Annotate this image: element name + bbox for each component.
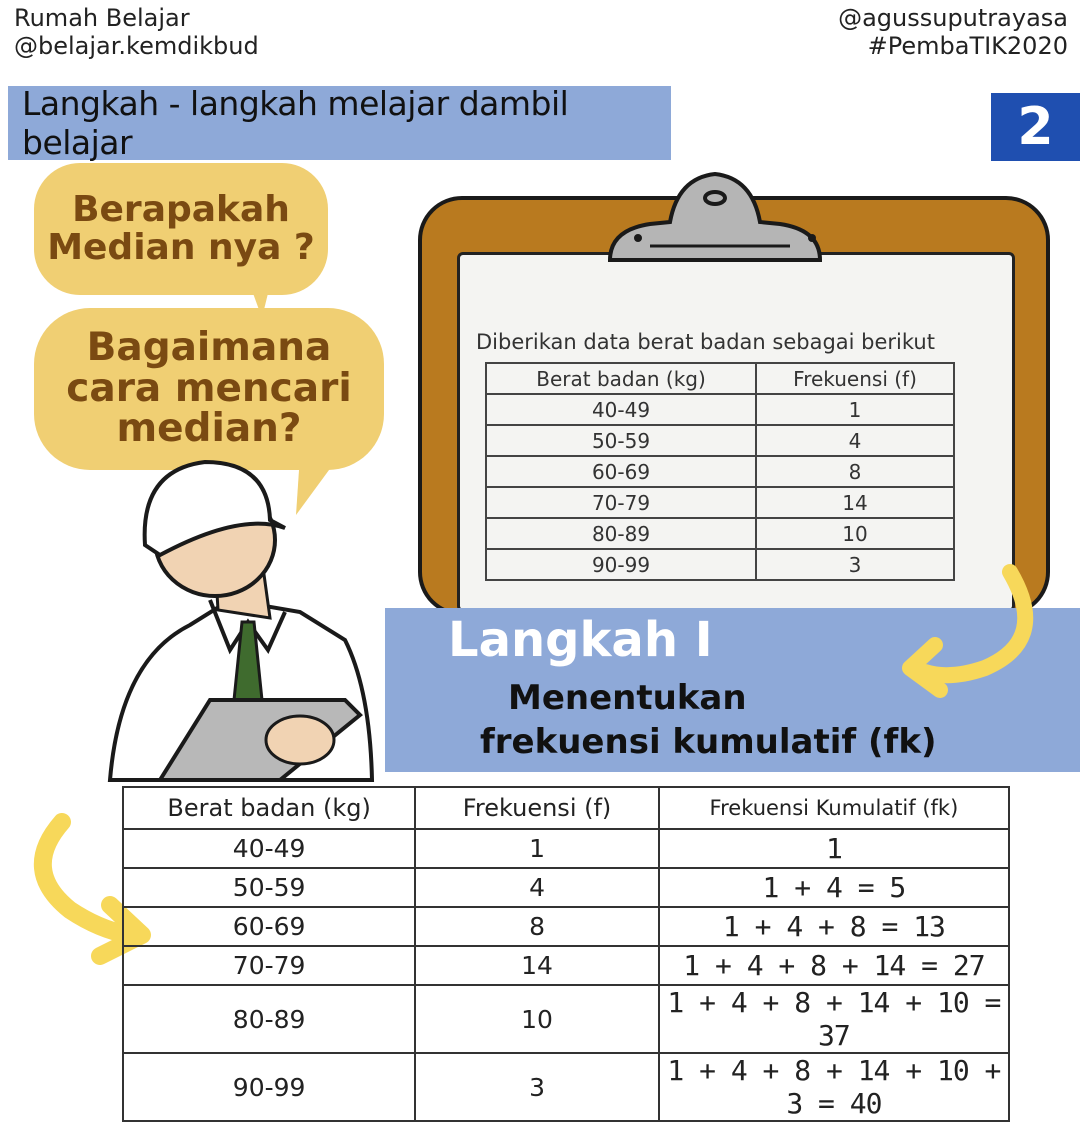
- table-cell: 1: [415, 829, 659, 868]
- table-cell: 3: [415, 1053, 659, 1121]
- table-row: [123, 907, 1009, 946]
- clipboard-cell: 1: [756, 394, 954, 425]
- table-cell: 60-69: [123, 907, 415, 946]
- clipboard-header-cell: Berat badan (kg): [486, 363, 756, 394]
- table-row: [123, 868, 1009, 907]
- table-cell: 1: [659, 829, 1009, 868]
- table-cell: 4: [415, 868, 659, 907]
- step-description-line: Menentukan: [508, 678, 747, 718]
- cumulative-frequency-table: [122, 786, 1010, 1122]
- step-title: Langkah I: [448, 612, 713, 668]
- page-title: Langkah - langkah melajar dambil belajar: [22, 84, 569, 162]
- table-cell: 1 + 4 + 8 + 14 + 10 = 37: [659, 985, 1009, 1053]
- table-cell: 14: [415, 946, 659, 985]
- table-row: [123, 985, 1009, 1053]
- bubble-question-line: Median nya ?: [47, 227, 315, 268]
- table-header-row: [123, 787, 1009, 829]
- clipboard-cell: 90-99: [486, 549, 756, 580]
- clipboard-cell: 10: [756, 518, 954, 549]
- clipboard-cell: 40-49: [486, 394, 756, 425]
- clipboard-cell: 80-89: [486, 518, 756, 549]
- bubble-question-line: median?: [116, 406, 302, 452]
- table-cell: 1 + 4 + 8 + 14 = 27: [659, 946, 1009, 985]
- table-row: [123, 1053, 1009, 1121]
- table-header-cell: Berat badan (kg): [123, 787, 415, 829]
- site-name: Rumah Belajar: [14, 4, 190, 32]
- clipboard-cell: 60-69: [486, 456, 756, 487]
- bubble-question-line: Berapakah: [72, 189, 290, 231]
- table-row: [123, 829, 1009, 868]
- page-number: 2: [1017, 97, 1054, 157]
- table-cell: 80-89: [123, 985, 415, 1053]
- table-cell: 8: [415, 907, 659, 946]
- table-cell: 1 + 4 + 8 = 13: [659, 907, 1009, 946]
- clipboard-cell: 50-59: [486, 425, 756, 456]
- table-cell: 1 + 4 = 5: [659, 868, 1009, 907]
- clipboard-cell: 3: [756, 549, 954, 580]
- table-header-cell: Frekuensi Kumulatif (fk): [659, 787, 1009, 829]
- clipboard-cell: 8: [756, 456, 954, 487]
- table-cell: 90-99: [123, 1053, 415, 1121]
- clipboard-cell: 14: [756, 487, 954, 518]
- bubble-question-line: cara mencari: [66, 365, 352, 411]
- curved-arrow-icon: [910, 572, 1025, 690]
- table-cell: 1 + 4 + 8 + 14 + 10 + 3 = 40: [659, 1053, 1009, 1121]
- site-handle: @belajar.kemdikbud: [14, 32, 259, 60]
- author-handle: @agussuputrayasa: [838, 4, 1068, 32]
- step-description-line: frekuensi kumulatif (fk): [480, 722, 937, 762]
- bubble-question-line: Bagaimana: [86, 324, 332, 370]
- clipboard-cell: 70-79: [486, 487, 756, 518]
- table-cell: 40-49: [123, 829, 415, 868]
- table-cell: 10: [415, 985, 659, 1053]
- table-cell: 50-59: [123, 868, 415, 907]
- hashtag: #PembaTIK2020: [867, 32, 1068, 60]
- table-cell: 70-79: [123, 946, 415, 985]
- clipboard-caption: Diberikan data berat badan sebagai berikut: [476, 330, 935, 354]
- clipboard-header-cell: Frekuensi (f): [756, 363, 954, 394]
- table-row: [123, 946, 1009, 985]
- clipboard-cell: 4: [756, 425, 954, 456]
- table-header-cell: Frekuensi (f): [415, 787, 659, 829]
